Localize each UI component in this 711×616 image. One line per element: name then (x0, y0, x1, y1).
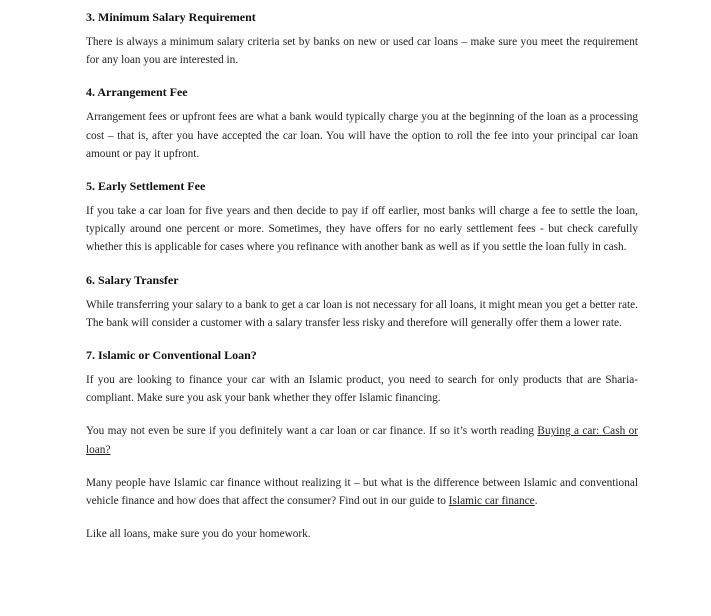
section-early-settlement-fee (86, 178, 638, 257)
section-heading: 3. Minimum Salary Requirement (86, 10, 256, 24)
islamic-paragraph (86, 474, 638, 510)
section-heading: 5. Early Settlement Fee (86, 179, 206, 194)
section-paragraph: Arrangement fees or upfront fees are what a bank would typically charge you at the beginning of the loan as a processing cost – that is, after you have accepted the car loan. You will have the option to roll the fee into your principal car loan amount or pay it upfront. (86, 111, 638, 160)
section-heading: 4. Arrangement Fee (86, 85, 188, 100)
section-arrangement-fee (86, 84, 638, 163)
reading-paragraph (86, 422, 638, 458)
reading-text: You may not even be sure if you definitely want a car loan or car finance. If so it’s worth reading (86, 425, 538, 438)
document-page (86, 9, 638, 558)
section-paragraph: There is always a minimum salary criteria set by banks on new or used car loans – make sure you meet the requirement for any loan you are interested in. (86, 36, 638, 67)
section-paragraph: If you take a car loan for five years and then decide to pay if off earlier, most banks will charge a fee to settle the loan, typically around one percent or more. Sometimes, they have offers for no early settlement fees - but check carefully whether this is applicable for cases where you refinance with another bank as well as if you settle the loan fully in cash. (86, 205, 638, 254)
section-paragraph: If you are looking to finance your car with an Islamic product, you need to search for only products that are Sharia-compliant. Make sure you ask your bank whether they offer Islamic financing. (86, 374, 638, 405)
section-minimum-salary (86, 9, 638, 69)
section-salary-transfer (86, 272, 638, 332)
section-heading: 7. Islamic or Conventional Loan? (86, 348, 257, 363)
islamic-end: . (534, 495, 538, 508)
closing-paragraph: Like all loans, make sure you do your homework. (86, 528, 311, 541)
section-islamic-or-conventional (86, 347, 638, 407)
islamic-car-finance-link[interactable]: Islamic car finance (448, 495, 535, 508)
section-paragraph: While transferring your salary to a bank to get a car loan is not necessary for all loans, it might mean you get a better rate. The bank will consider a customer with a salary transfer less risky and therefore will generally offer them a lower rate. (86, 298, 638, 329)
buying-a-car-link[interactable]: Buying a car: Cash or loan? (86, 425, 638, 456)
islamic-text: Many people have Islamic car finance without realizing it – but what is the difference between Islamic and conventional vehicle finance and how does that affect the consumer? Find out in our guide to (86, 476, 638, 508)
section-heading: 6. Salary Transfer (86, 272, 179, 287)
